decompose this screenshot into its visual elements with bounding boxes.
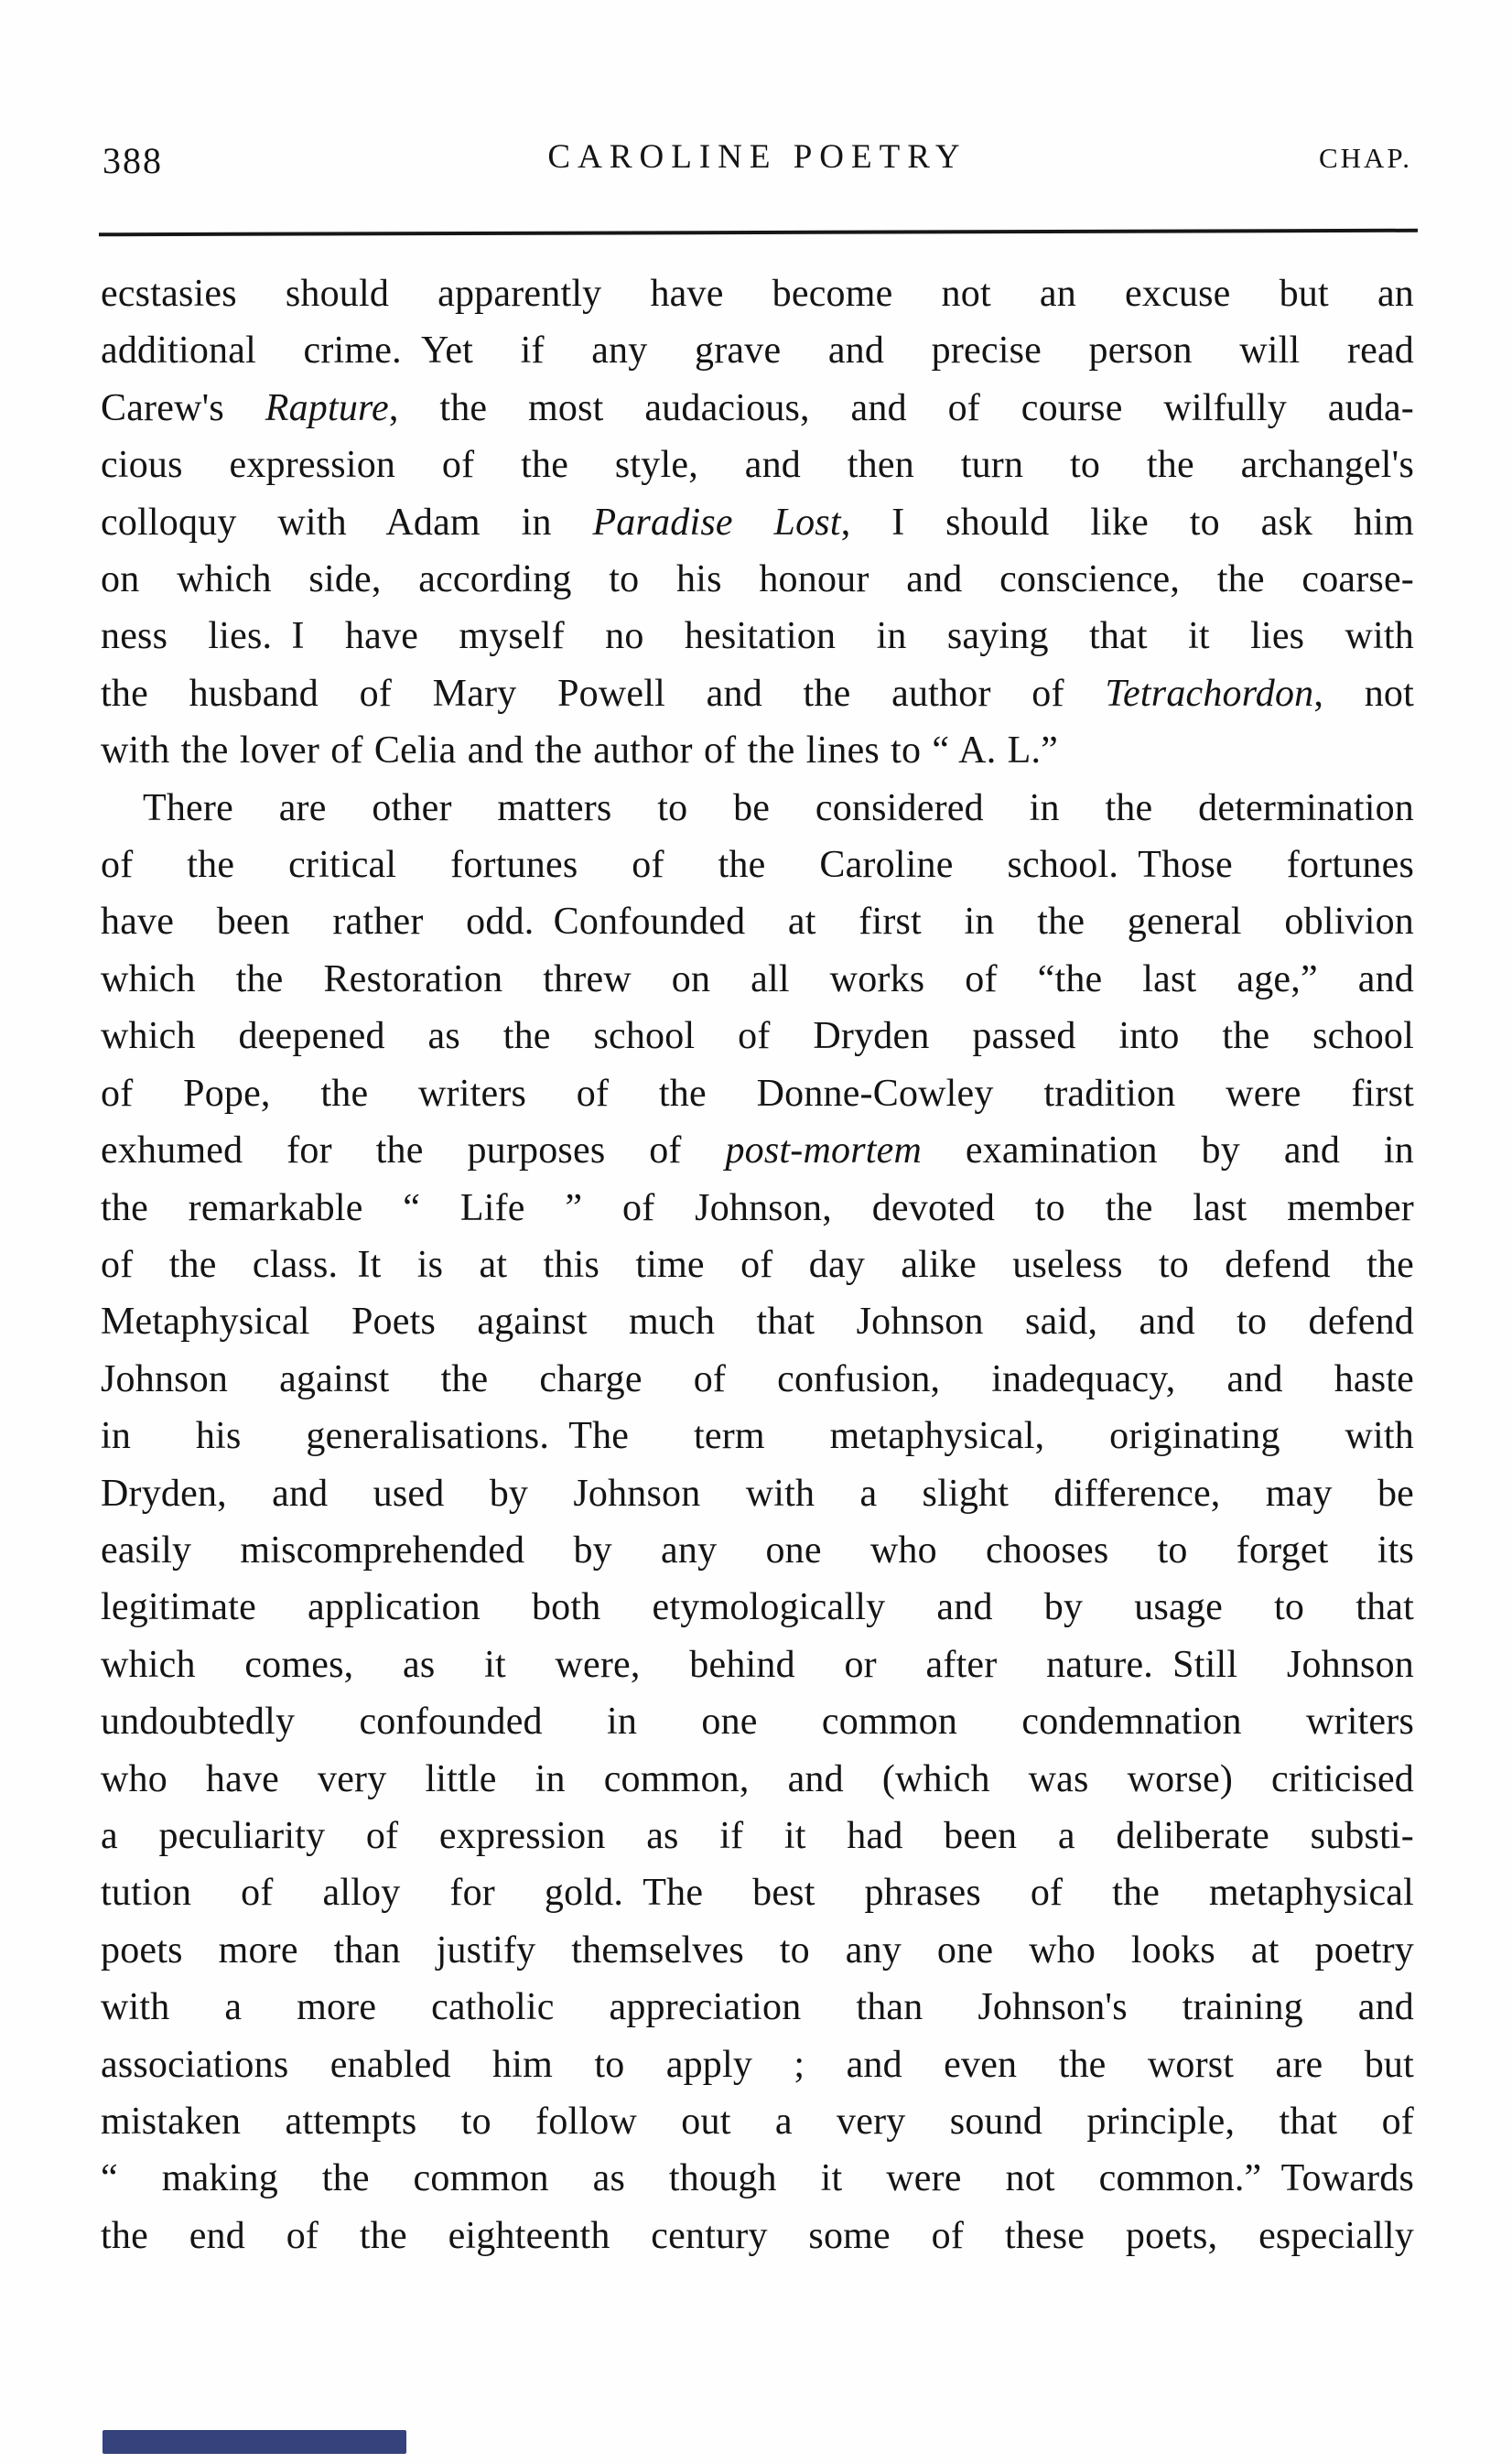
text-line bbox=[101, 1465, 1414, 1522]
text-segment: colloquy with Adam in bbox=[101, 501, 593, 544]
text-segment: cious expression of the style, and then turn to the archangel's bbox=[101, 444, 1414, 487]
text-line bbox=[101, 380, 1414, 437]
text-segment: Dryden, and used by Johnson with a slight difference, may be bbox=[101, 1472, 1414, 1515]
text-segment: Metaphysical Poets against much that Johnson said, and to defend bbox=[101, 1301, 1414, 1344]
text-segment: of Pope, the writers of the Donne-Cowley tradition were first bbox=[101, 1072, 1414, 1115]
text-segment: additional crime. Yet if any grave and precise person will read bbox=[101, 329, 1414, 373]
text-line bbox=[101, 1008, 1414, 1064]
text-line bbox=[101, 1808, 1414, 1864]
text-line bbox=[101, 1922, 1414, 1979]
text-line bbox=[101, 951, 1414, 1008]
text-segment: a peculiarity of expression as if it had been a deliberate substi- bbox=[101, 1814, 1414, 1857]
text-segment: undoubtedly confounded in one common condemnation writers bbox=[101, 1701, 1414, 1744]
text-segment: which the Restoration threw on all works of “the last age,” and bbox=[101, 957, 1414, 1000]
text-line bbox=[101, 665, 1414, 722]
text-line bbox=[101, 1693, 1414, 1750]
text-line bbox=[101, 1751, 1414, 1808]
text-segment: ecstasies should apparently have become not an excuse but an bbox=[101, 273, 1414, 315]
text-line bbox=[101, 2150, 1414, 2207]
page-number: 388 bbox=[103, 140, 163, 181]
text-line bbox=[101, 494, 1414, 551]
text-line bbox=[101, 1065, 1414, 1122]
text-line bbox=[101, 437, 1414, 493]
text-segment: , I should like to ask him bbox=[840, 501, 1414, 544]
text-segment: examination by and in bbox=[922, 1129, 1415, 1172]
text-line bbox=[101, 722, 1414, 779]
text-line bbox=[101, 1293, 1414, 1350]
text-line bbox=[101, 1979, 1414, 2036]
text-line bbox=[101, 837, 1414, 893]
italic-text: Rapture bbox=[265, 386, 389, 429]
text-segment: tution of alloy for gold. The best phrases of the metaphysical bbox=[101, 1872, 1414, 1915]
text-line bbox=[101, 1180, 1414, 1237]
text-segment: , not bbox=[1313, 672, 1414, 715]
text-line bbox=[101, 608, 1414, 664]
text-line bbox=[101, 1408, 1414, 1464]
italic-text: post-mortem bbox=[725, 1129, 923, 1172]
text-line bbox=[101, 265, 1414, 322]
text-segment: which comes, as it were, behind or after nature. Still Johnson bbox=[101, 1643, 1414, 1686]
text-segment: of the class. It is at this time of day alike useless to defend the bbox=[101, 1243, 1414, 1286]
italic-text: Tetrachordon bbox=[1105, 672, 1314, 715]
text-line bbox=[101, 1237, 1414, 1293]
text-line bbox=[101, 322, 1414, 379]
text-line bbox=[101, 1579, 1414, 1636]
text-line bbox=[101, 1864, 1414, 1921]
text-segment: Johnson against the charge of confusion, inadequacy, and haste bbox=[101, 1357, 1414, 1400]
text-segment: ness lies. I have myself no hesitation in saying that it lies with bbox=[101, 615, 1414, 658]
chapter-label: CHAP. bbox=[1318, 142, 1412, 174]
text-segment: on which side, according to his honour and conscience, the coarse- bbox=[101, 558, 1414, 601]
italic-text: Paradise Lost bbox=[592, 501, 841, 544]
text-line bbox=[101, 2208, 1414, 2264]
text-segment: poets more than justify themselves to any one who looks at poetry bbox=[101, 1928, 1414, 1971]
text-line bbox=[101, 1122, 1414, 1179]
text-line bbox=[101, 893, 1414, 950]
text-segment: Carew's bbox=[101, 386, 265, 429]
text-line bbox=[101, 1522, 1414, 1579]
text-segment: in his generalisations. The term metaphysical, originating with bbox=[101, 1415, 1414, 1458]
text-line bbox=[101, 1637, 1414, 1693]
text-line bbox=[101, 780, 1414, 837]
text-segment: of the critical fortunes of the Caroline school. Those fortunes bbox=[101, 844, 1414, 887]
text-segment: exhumed for the purposes of bbox=[101, 1129, 726, 1172]
page-body bbox=[101, 265, 1414, 2264]
text-segment: There are other matters to be considered in the determination bbox=[143, 786, 1414, 829]
text-line bbox=[101, 2036, 1414, 2093]
text-segment: legitimate application both etymologically and by usage to that bbox=[101, 1586, 1414, 1629]
text-line bbox=[101, 1351, 1414, 1408]
text-segment: , the most audacious, and of course wilfully auda- bbox=[388, 386, 1414, 429]
text-segment: easily miscomprehended by any one who chooses to forget its bbox=[101, 1529, 1414, 1572]
text-segment: the remarkable “ Life ” of Johnson, devoted to the last member bbox=[101, 1186, 1414, 1229]
text-segment: the end of the eighteenth century some of these poets, especially bbox=[101, 2214, 1414, 2257]
text-segment: with a more catholic appreciation than Johnson's training and bbox=[101, 1986, 1414, 2029]
page-header bbox=[101, 134, 1414, 179]
text-line bbox=[101, 551, 1414, 608]
text-segment: with the lover of Celia and the author of the lines to “ A. L.” bbox=[101, 729, 1058, 772]
running-title: CAROLINE POETRY bbox=[547, 138, 967, 176]
text-segment: mistaken attempts to follow out a very sound principle, that of bbox=[101, 2101, 1414, 2143]
text-line bbox=[101, 2093, 1414, 2150]
text-segment: associations enabled him to apply ; and even the worst are but bbox=[101, 2043, 1414, 2086]
text-segment: the husband of Mary Powell and the author of bbox=[101, 672, 1106, 715]
text-segment: who have very little in common, and (which was worse) criticised bbox=[101, 1757, 1414, 1800]
scan-artifact-bar bbox=[103, 2430, 406, 2454]
text-segment: “ making the common as though it were not common.” Towards bbox=[101, 2157, 1414, 2200]
text-segment: have been rather odd. Confounded at first in the general oblivion bbox=[101, 901, 1414, 944]
text-segment: which deepened as the school of Dryden passed into the school bbox=[101, 1015, 1414, 1058]
header-rule bbox=[99, 229, 1418, 237]
